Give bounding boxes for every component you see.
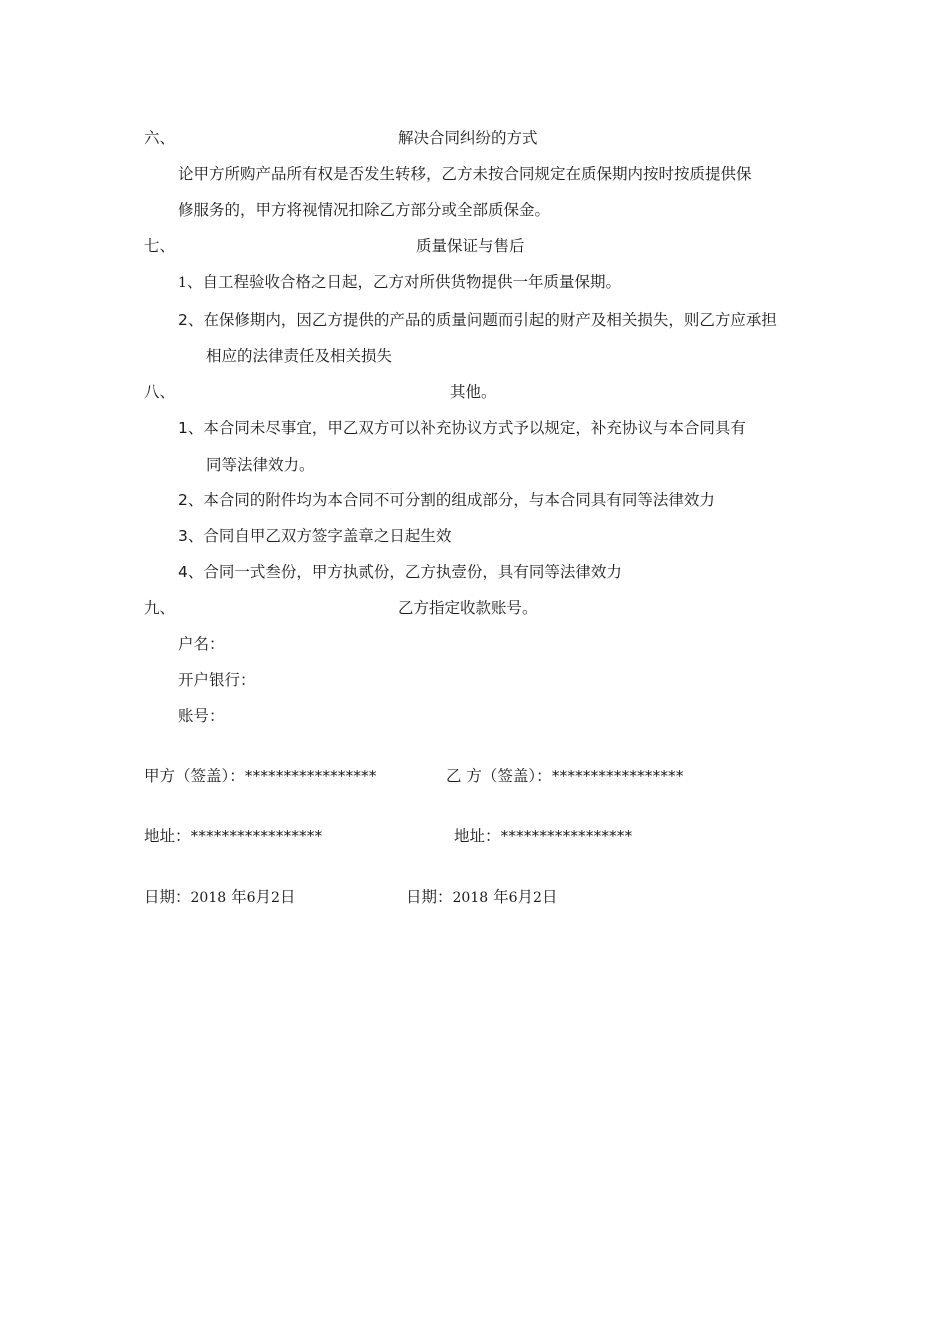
party-a-date (144, 887, 295, 908)
date-a-month: 6 (246, 890, 256, 906)
party-b-value: ***************** (551, 767, 684, 785)
section-9-number: 九、 (144, 599, 176, 617)
account-number-label: 账号： (178, 707, 225, 725)
date-b-year: 2018 (452, 890, 489, 906)
section-7-title: 质量保证与售后 (416, 237, 525, 255)
section-8-item-3: 3、合同自甲乙双方签字盖章之日起生效 (178, 527, 452, 545)
section-8-number: 八、 (144, 383, 176, 401)
date-a-month-unit: 月 (255, 888, 272, 906)
address-a-value: ***************** (190, 827, 323, 845)
date-a-day-unit: 日 (279, 888, 296, 906)
party-a-label: 甲方（签盖）： (144, 767, 245, 785)
section-6-title: 解决合同纠纷的方式 (398, 129, 538, 147)
date-a-day: 2 (271, 890, 280, 906)
section-8-item-1-line-1: 1、本合同未尽事宜，甲乙双方可以补充协议方式予以规定，补充协议与本合同具有 (178, 419, 746, 437)
address-b-label: 地址： (454, 827, 501, 845)
party-b-address (454, 826, 632, 846)
party-b-label: 乙 方（签盖）： (446, 767, 552, 785)
section-6-paragraph-line-2: 修服务的，甲方将视情况扣除乙方部分或全部质保金。 (178, 201, 551, 219)
section-7-item-1-separator: 、 (186, 273, 203, 291)
date-a-year: 2018 (190, 890, 227, 906)
section-7-number: 七、 (144, 237, 176, 255)
party-a-address (144, 826, 322, 846)
party-b-date (406, 887, 557, 908)
account-name-label: 户名： (178, 635, 225, 653)
date-b-day-unit: 日 (541, 888, 558, 906)
section-7-item-1-text: 自工程验收合格之日起，乙方对所供货物提供一年质量保期。 (202, 273, 621, 291)
bank-label: 开户银行： (178, 671, 256, 689)
address-b-value: ***************** (500, 827, 633, 845)
date-b-month-unit: 月 (517, 888, 534, 906)
section-8-item-1-line-2: 同等法律效力。 (206, 456, 315, 474)
section-8-item-2: 2、本合同的附件均为本合同不可分割的组成部分，与本合同具有同等法律效力 (178, 491, 715, 509)
date-a-year-unit: 年 (231, 888, 247, 906)
section-6-number: 六、 (144, 129, 176, 147)
date-b-month: 6 (508, 890, 518, 906)
date-b-year-unit: 年 (493, 888, 509, 906)
section-7-item-2-line-2: 相应的法律责任及相关损失 (206, 347, 393, 365)
section-8-item-4: 4、合同一式叁份，甲方执贰份，乙方执壹份，具有同等法律效力 (178, 563, 622, 581)
section-6-paragraph-line-1: 论甲方所购产品所有权是否发生转移，乙方未按合同规定在质保期内按时按质提供保 (178, 165, 752, 183)
address-a-label: 地址： (144, 827, 191, 845)
date-a-label: 日期： (144, 888, 191, 906)
section-7-item-1 (178, 272, 621, 293)
section-9-title: 乙方指定收款账号。 (398, 599, 538, 617)
party-a-signature (144, 766, 377, 786)
party-a-value: ***************** (244, 767, 377, 785)
section-8-title: 其他。 (450, 383, 497, 401)
date-b-label: 日期： (406, 888, 453, 906)
date-b-day: 2 (533, 890, 542, 906)
party-b-signature (446, 766, 683, 786)
section-7-item-2-line-1: 2、在保修期内，因乙方提供的产品的质量问题而引起的财产及相关损失，则乙方应承担 (178, 311, 777, 329)
section-7-item-1-number: 1 (178, 275, 187, 291)
